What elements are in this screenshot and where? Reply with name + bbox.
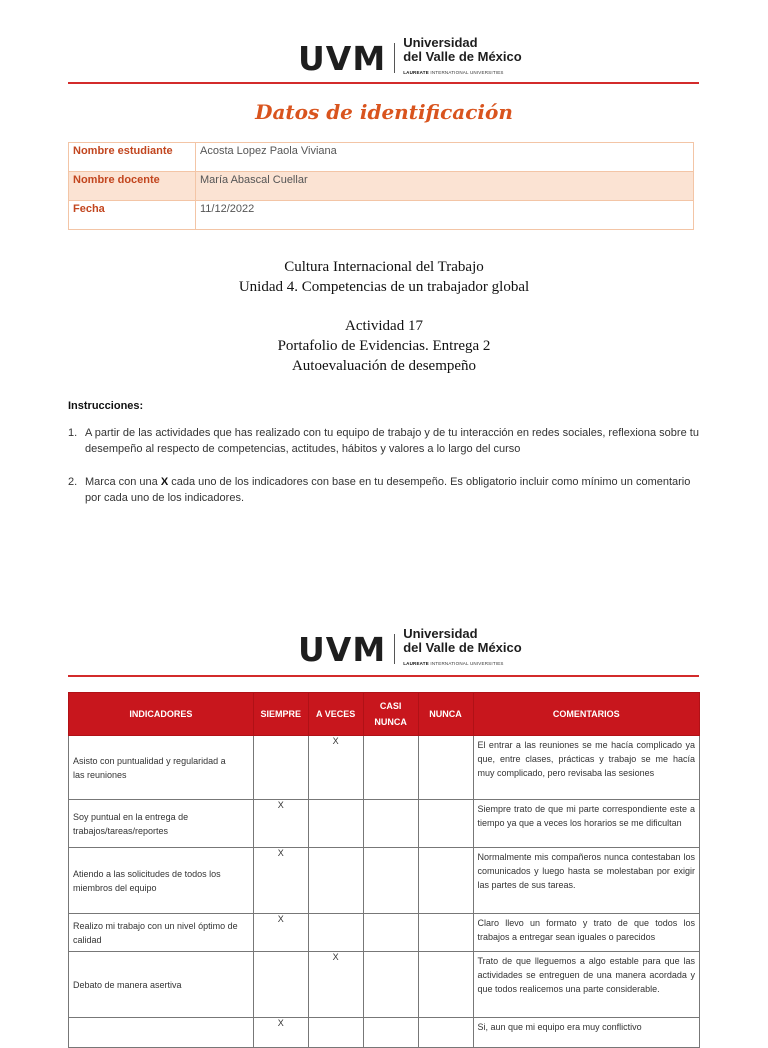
nunca-mark <box>418 952 473 1018</box>
a-veces-mark: X <box>308 736 363 800</box>
casi-nunca-mark <box>363 914 418 952</box>
a-veces-mark <box>308 914 363 952</box>
table-row <box>69 914 700 952</box>
header-casi-nunca: CASI NUNCA <box>363 693 418 736</box>
casi-nunca-mark <box>363 848 418 914</box>
siempre-mark <box>253 736 308 800</box>
logo-university-name <box>403 36 522 80</box>
header-comentarios: COMENTARIOS <box>473 693 700 736</box>
siempre-mark: X <box>253 1018 308 1048</box>
comment-cell: Si, aun que mi equipo era muy conflictivo <box>473 1018 700 1048</box>
casi-nunca-mark <box>363 1018 418 1048</box>
ident-row <box>69 143 694 172</box>
casi-nunca-mark <box>363 736 418 800</box>
identification-table <box>68 142 694 230</box>
ident-label: Fecha <box>69 201 196 230</box>
ident-value: María Abascal Cuellar <box>196 172 694 201</box>
indicators-header-row <box>69 693 700 736</box>
casi-nunca-mark <box>363 952 418 1018</box>
nunca-mark <box>418 1018 473 1048</box>
logo-tagline: LAUREATE INTERNATIONAL UNIVERSITIES <box>403 70 504 75</box>
a-veces-mark <box>308 848 363 914</box>
siempre-mark: X <box>253 800 308 848</box>
comment-cell: Normalmente mis compañeros nunca contestaban los comunicados y luego hasta se molestaban por exigir las partes de sus tareas. <box>473 848 700 914</box>
instruction-text: Marca con una X cada uno de los indicadores con base en tu desempeño. Es obligatorio incluir como mínimo un comentario por cada uno de los indicadores. <box>85 476 691 504</box>
unit-title: Unidad 4. Competencias de un trabajador global <box>238 279 530 295</box>
logo-divider <box>394 634 395 664</box>
header-a-veces: A VECES <box>308 693 363 736</box>
instruction-item <box>68 474 708 506</box>
comment-cell: El entrar a las reuniones se me hacía complicado ya que, entre clases, prácticas y trabajo se me hacía muy complicado, pero revisaba las sesiones <box>473 736 700 800</box>
indicator-cell <box>69 1018 254 1048</box>
table-row <box>69 800 700 848</box>
a-veces-mark <box>308 1018 363 1048</box>
casi-nunca-mark <box>363 800 418 848</box>
header-divider <box>68 675 699 677</box>
siempre-mark: X <box>253 914 308 952</box>
section-title: Datos de identificación <box>255 100 513 124</box>
logo-line1: Universidad <box>403 626 478 641</box>
logo-uvm-text: UVM <box>298 38 387 78</box>
nunca-mark <box>418 914 473 952</box>
indicators-table <box>68 692 700 1048</box>
indicator-cell: Debato de manera asertiva <box>69 952 254 1018</box>
course-heading <box>0 257 768 297</box>
nunca-mark <box>418 800 473 848</box>
logo-line2: del Valle de México <box>403 640 522 655</box>
uvm-logo <box>298 627 522 671</box>
self-eval-title: Autoevaluación de desempeño <box>291 358 477 374</box>
a-veces-mark: X <box>308 952 363 1018</box>
indicator-cell: Asisto con puntualidad y regularidad a las reuniones <box>69 736 254 800</box>
portfolio-title: Portafolio de Evidencias. Entrega 2 <box>277 338 491 354</box>
ident-row <box>69 201 694 230</box>
instruction-number: 1. <box>68 427 78 439</box>
instruction-item <box>68 425 708 457</box>
instruction-text: A partir de las actividades que has realizado con tu equipo de trabajo y de tu interacción en redes sociales, reflexiona sobre tu desempeño al respecto de competencias, actitudes, hábitos y valores a lo largo del curso <box>85 427 699 455</box>
logo-university-name <box>403 627 522 671</box>
comment-cell: Trato de que lleguemos a algo estable para que las actividades se entreguen de una manera acordada y que todos realicemos una parte considerable. <box>473 952 700 1018</box>
table-row <box>69 848 700 914</box>
siempre-mark <box>253 952 308 1018</box>
siempre-mark: X <box>253 848 308 914</box>
header-divider <box>68 82 699 84</box>
logo-tagline: LAUREATE INTERNATIONAL UNIVERSITIES <box>403 661 504 666</box>
uvm-logo <box>298 36 522 80</box>
header-nunca: NUNCA <box>418 693 473 736</box>
logo-divider <box>394 43 395 73</box>
logo-line2: del Valle de México <box>403 49 522 64</box>
nunca-mark <box>418 736 473 800</box>
course-title: Cultura Internacional del Trabajo <box>284 259 484 275</box>
indicator-cell: Soy puntual en la entrega de trabajos/tareas/reportes <box>69 800 254 848</box>
comment-cell: Claro llevo un formato y trato de que todos los trabajos a entregar sean iguales o parecidos <box>473 914 700 952</box>
logo-line1: Universidad <box>403 35 478 50</box>
indicator-cell: Atiendo a las solicitudes de todos los miembros del equipo <box>69 848 254 914</box>
table-row <box>69 736 700 800</box>
nunca-mark <box>418 848 473 914</box>
table-row <box>69 1018 700 1048</box>
a-veces-mark <box>308 800 363 848</box>
instruction-number: 2. <box>68 476 78 488</box>
ident-row <box>69 172 694 201</box>
indicator-cell: Realizo mi trabajo con un nivel óptimo de calidad <box>69 914 254 952</box>
activity-title: Actividad 17 <box>345 318 423 334</box>
instructions-title: Instrucciones: <box>68 400 144 412</box>
comment-cell: Siempre trato de que mi parte correspondiente este a tiempo ya que a veces los horarios se me dificultan <box>473 800 700 848</box>
ident-value: Acosta Lopez Paola Viviana <box>196 143 694 172</box>
header-siempre: SIEMPRE <box>253 693 308 736</box>
logo-uvm-text: UVM <box>298 629 387 669</box>
ident-label: Nombre docente <box>69 172 196 201</box>
ident-value: 11/12/2022 <box>196 201 694 230</box>
table-row <box>69 952 700 1018</box>
activity-heading <box>0 316 768 376</box>
header-indicadores: INDICADORES <box>69 693 254 736</box>
ident-label: Nombre estudiante <box>69 143 196 172</box>
